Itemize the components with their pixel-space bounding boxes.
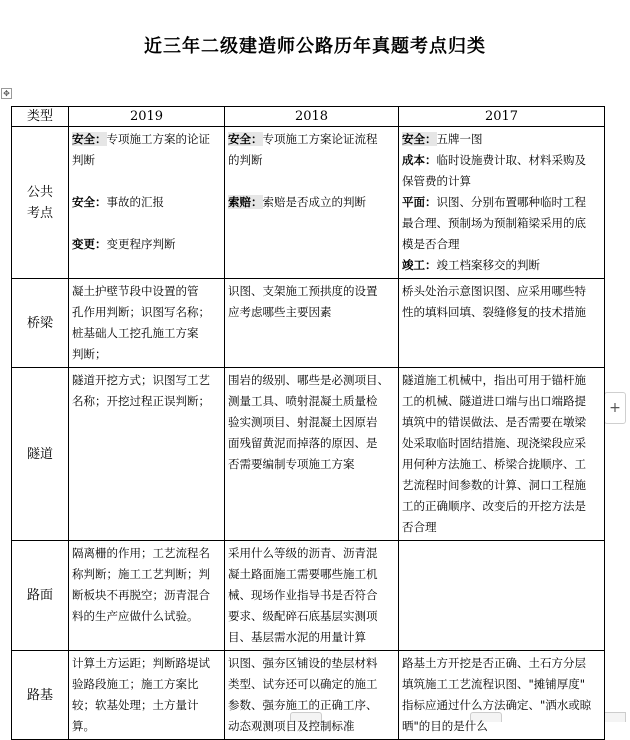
topic-text: 桥头处治示意图识图、应采用哪些特 <box>402 284 586 298</box>
topic-text: 的判断 <box>228 153 263 167</box>
topic-text: 隔离栅的作用；工艺流程名 <box>72 546 210 560</box>
table-row <box>12 541 605 651</box>
category-cell <box>12 651 69 740</box>
cell-2019 <box>69 127 225 279</box>
cell-2018 <box>225 651 399 740</box>
topic-text: 艺流程时间参数的计算、洞口工程施 <box>402 478 586 492</box>
topic-text: 类型、试夯还可以确定的施工 <box>228 677 378 691</box>
topic-text: 面残留黄泥而掉落的原因、是 <box>228 436 378 450</box>
topic-text: 动态观测项目及控制标准 <box>228 719 355 733</box>
topic-text: 临时设施费计取、材料采购及 <box>436 153 586 167</box>
cell-2019 <box>69 651 225 740</box>
category-text: 公共 <box>26 184 53 200</box>
topic-label: 竣工： <box>402 258 437 272</box>
topic-text: 索赔是否成立的判断 <box>262 195 366 209</box>
topic-text: 名称；开挖过程正误判断； <box>72 394 210 408</box>
topic-text: 料的生产应做什么试验。 <box>72 609 199 623</box>
topic-text: 工的机械、隧道进口端与出口端路提 <box>402 394 586 408</box>
topic-text: 较；软基处理；土方量计算。 <box>72 698 199 733</box>
topic-label: 安全： <box>402 132 437 146</box>
topic-text: 最合理、预制场为预制箱梁采用的底 <box>402 216 586 230</box>
cell-2018 <box>225 368 399 541</box>
topic-label: 安全： <box>72 132 107 146</box>
cell-2017 <box>399 127 605 279</box>
topic-text: 械、现场作业指导书是否符合 <box>228 588 378 602</box>
topic-text: 应考虑哪些主要因素 <box>228 305 332 319</box>
cell-2019 <box>69 279 225 368</box>
topic-text: 识图、支架施工预拱度的设置 <box>228 284 378 298</box>
category-text: 路面 <box>26 588 53 603</box>
category-cell <box>12 279 69 368</box>
table-row <box>12 279 605 368</box>
category-cell <box>12 541 69 651</box>
topic-label: 变更： <box>72 237 107 251</box>
topic-text: 用何种方法施工、桥梁合拢顺序、工 <box>402 457 586 471</box>
topic-text: 工的正确顺序、改变后的开挖方法是 <box>402 499 586 513</box>
topic-text: 隧道开挖方式；识图写工艺 <box>72 373 210 387</box>
topic-label: 索赔： <box>228 195 263 209</box>
topic-text: 要求、级配碎石底基层实测项 <box>228 609 378 623</box>
cell-2019 <box>69 541 225 651</box>
topic-text: 桩基础人工挖孔施工方案 <box>72 326 199 340</box>
topic-text: 称判断；施工工艺判断；判 <box>72 567 210 581</box>
topic-text: 晒"的目的是什么 <box>402 719 488 733</box>
topic-text: 否需要编制专项施工方案 <box>228 457 355 471</box>
topic-text: 填筑施工工艺流程识图、"摊铺厚度" <box>402 677 586 691</box>
table-row <box>12 127 605 279</box>
topic-text: 否合理 <box>402 520 437 534</box>
topic-text: 断板块不再脱空；沥青混合 <box>72 588 210 602</box>
category-text: 路基 <box>26 687 53 703</box>
topic-text: 隧道施工机械中，指出可用于锚杆施 <box>402 373 586 387</box>
topic-text: 采用什么等级的沥青、沥青混 <box>228 546 378 560</box>
topic-text: 围岩的级别、哪些是必测项目、 <box>228 373 389 387</box>
topic-text: 验实测项目、射混凝土因原岩 <box>228 415 378 429</box>
topic-text: 路基土方开挖是否正确、土石方分层 <box>402 656 586 670</box>
topic-text: 计算土方运距；判断路堤试 <box>72 656 210 670</box>
topic-text: 目、基层需水泥的用量计算 <box>228 630 366 644</box>
topic-text: 五牌一图 <box>436 132 483 146</box>
topic-text: 专项施工方案的论证 <box>106 132 210 146</box>
topic-text: 专项施工方案论证流程 <box>262 132 378 146</box>
topic-text: 竣工档案移交的判断 <box>436 258 540 272</box>
add-column-button[interactable]: + <box>604 392 626 424</box>
cell-2017 <box>399 541 605 651</box>
cell-2018 <box>225 127 399 279</box>
cell-2018 <box>225 279 399 368</box>
table-row <box>12 651 605 740</box>
topic-text: 填筑中的错误做法、是否需要在墩梁 <box>402 415 586 429</box>
topic-text: 判断 <box>72 153 95 167</box>
cell-2018 <box>225 541 399 651</box>
category-text: 隧道 <box>26 446 53 462</box>
topic-text: 模是否合理 <box>402 237 460 251</box>
topic-text: 判断； <box>72 347 107 361</box>
topic-text: 识图、分别布置哪种临时工程 <box>436 195 586 209</box>
topic-text: 保管费的计算 <box>402 174 471 188</box>
topic-text: 性的填料回填、裂缝修复的技术措施 <box>402 305 586 319</box>
topic-text: 处采取临时固结措施、现浇梁段应采 <box>402 436 586 450</box>
exam-topics-table <box>11 106 605 740</box>
topic-label: 安全： <box>72 195 107 209</box>
category-cell <box>12 368 69 541</box>
cell-2017 <box>399 651 605 740</box>
topic-label: 安全： <box>228 132 263 146</box>
topic-text: 参数、强夯施工的正确工序、 <box>228 698 378 712</box>
topic-text: 凝土路面施工需要哪些施工机 <box>228 567 378 581</box>
table-move-handle-icon[interactable]: ✥ <box>1 88 12 99</box>
topic-label: 成本： <box>402 153 437 167</box>
header-2017: 2017 <box>399 107 605 127</box>
header-2018: 2018 <box>225 107 399 127</box>
category-cell <box>12 127 69 279</box>
topic-text: 孔作用判断；识图写名称； <box>72 305 210 319</box>
header-2019: 2019 <box>69 107 225 127</box>
topic-text: 变更程序判断 <box>106 237 176 251</box>
topic-text: 凝土护壁节段中设置的管 <box>72 284 199 298</box>
page-title: 近三年二级建造师公路历年真题考点归类 <box>144 36 486 57</box>
topic-text: 测量工具、喷射混凝土质量检 <box>228 394 378 408</box>
cell-2019 <box>69 368 225 541</box>
header-type: 类型 <box>12 107 69 127</box>
cell-2017 <box>399 368 605 541</box>
topic-label: 平面： <box>402 195 437 209</box>
topic-text: 事故的汇报 <box>106 195 164 209</box>
category-text: 考点 <box>26 205 53 221</box>
topic-text: 验路段施工；施工方案比 <box>72 677 199 691</box>
table-row <box>12 368 605 541</box>
topic-text: 指标应通过什么方法确定、"洒水或晾 <box>402 698 592 712</box>
topic-text: 识图、强夯区铺设的垫层材料 <box>228 656 378 670</box>
cell-2017 <box>399 279 605 368</box>
category-text: 桥梁 <box>26 315 53 331</box>
